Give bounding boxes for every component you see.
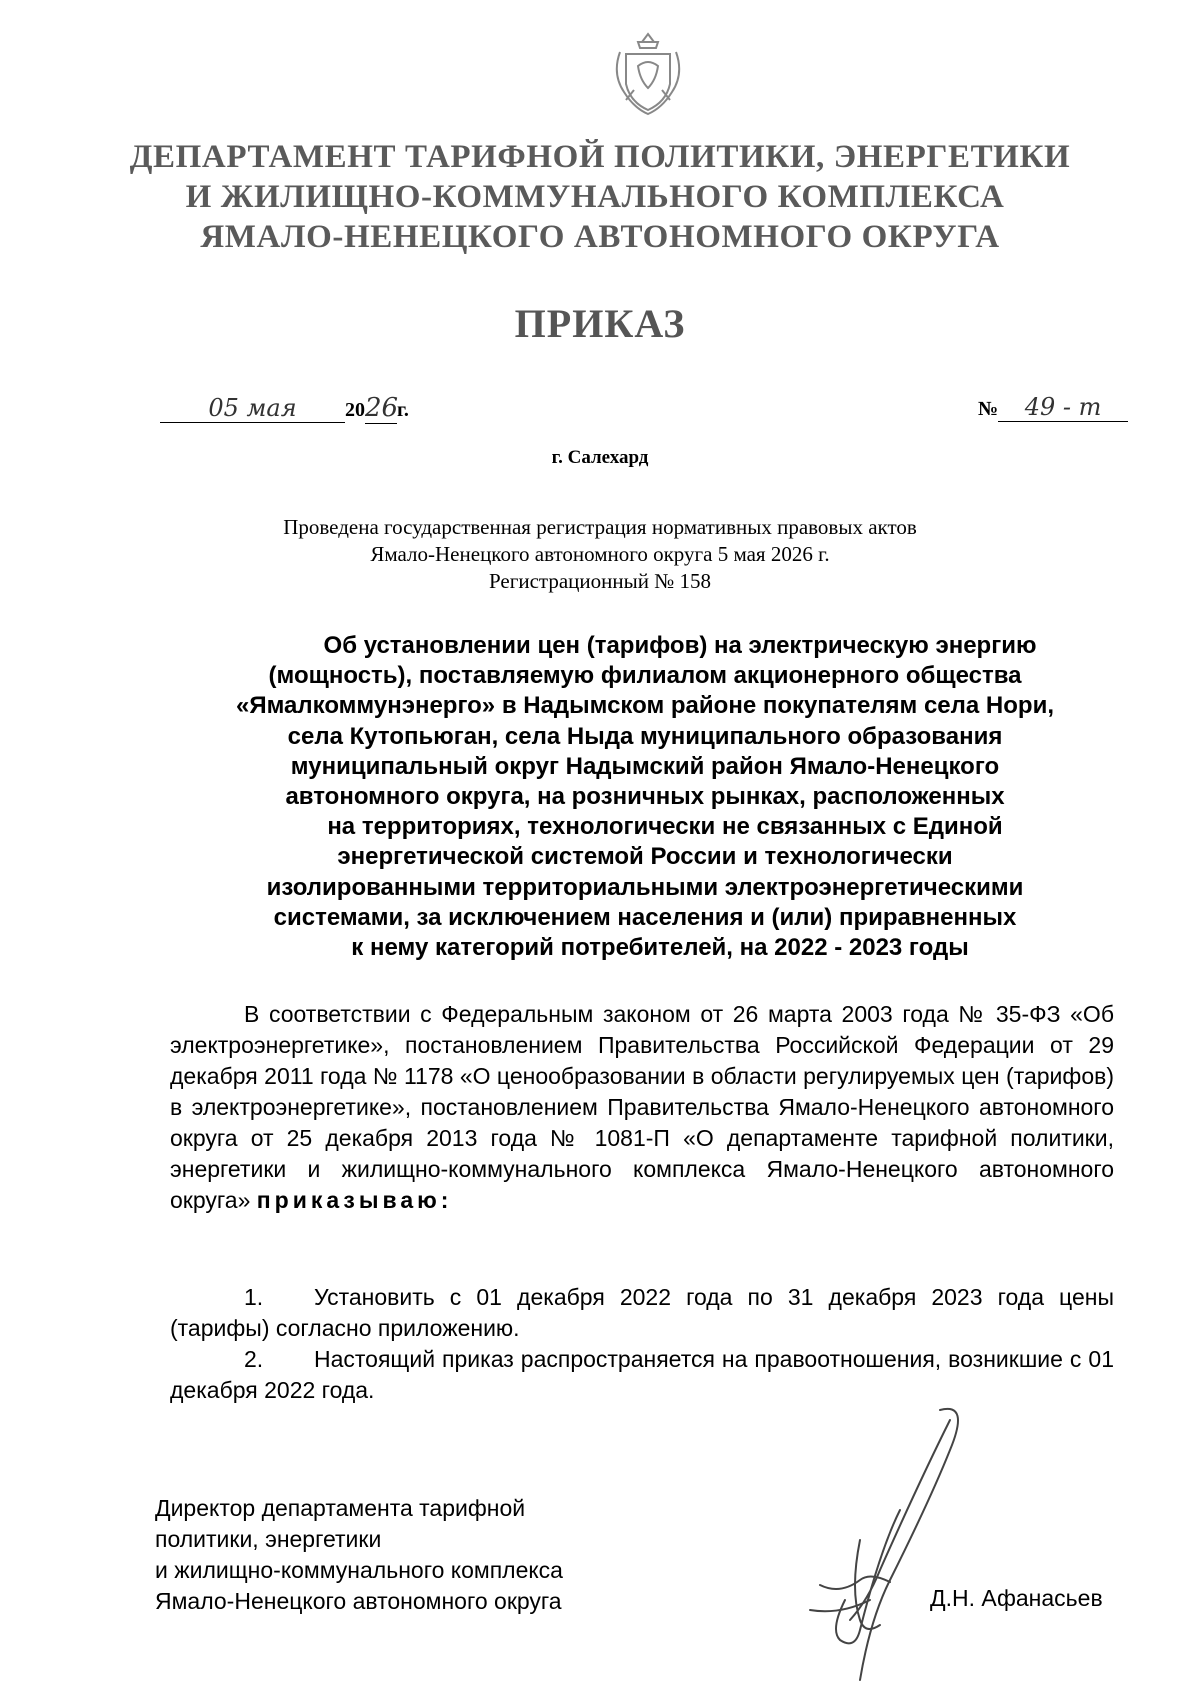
subject-line: изолированными территориальными электроэнергетическими	[266, 873, 1024, 901]
subject-line: села Кутопьюган, села Ныда муниципального образования	[287, 722, 1003, 750]
position-line: политики, энергетики	[155, 1526, 382, 1552]
dept-line-1: ДЕПАРТАМЕНТ ТАРИФНОЙ ПОЛИТИКИ, ЭНЕРГЕТИКИ	[129, 139, 1071, 175]
subject-line: на территориях, технологически не связанных с Единой	[327, 813, 1003, 841]
department-heading	[0, 137, 1200, 257]
subject-line: автономного округа, на розничных рынках, расположенных	[285, 783, 1005, 811]
document-title: ПРИКАЗ	[514, 301, 686, 346]
registration-line-1: Проведена государственная регистрация нормативных правовых актов	[283, 515, 917, 539]
subject-line: энергетической системой России и технологически	[337, 843, 953, 871]
number-line	[978, 393, 1128, 422]
signatory-position	[155, 1493, 715, 1617]
registration-line-2: Ямало-Ненецкого автономного округа 5 мая 2026 г.	[370, 542, 830, 566]
year-suffix: г.	[397, 399, 409, 421]
registration-line-3: Регистрационный № 158	[489, 569, 711, 593]
subject-line: муниципальный округ Надымский район Ямало-Ненецкого	[290, 752, 1000, 780]
preamble-text: В соответствии с Федеральным законом от 26 марта 2003 года № 35-ФЗ «Об электроэнергетике», постановлением Правительства Российской Федерации от 29 декабря 2011 года № 1178 «О ценообразовании в области регулируемых цен (тарифов) в электроэнергетике», постановлением Правительства Ямало-Ненецкого автономного округа от 25 декабря 2013 года № 1081-П «О департаменте тарифной политики, энергетики и жилищно-коммунального комплекса Ямало-Ненецкого автономного округа»	[170, 1001, 1114, 1213]
coat-of-arms-icon	[608, 30, 688, 122]
position-line: Директор департамента тарифной	[155, 1495, 526, 1521]
signatory-name: Д.Н. Афанасьев	[930, 1585, 1103, 1611]
order-word: приказываю:	[256, 1187, 453, 1213]
number-handwritten: 49 - т	[998, 393, 1128, 422]
number-label: №	[978, 398, 999, 420]
order-item-1	[170, 1282, 1114, 1344]
subject-line: (мощность), поставляемую филиалом акционерного общества	[268, 662, 1022, 690]
position-line: Ямало-Ненецкого автономного округа	[155, 1588, 562, 1614]
date-line	[160, 393, 409, 424]
item-text: Настоящий приказ распространяется на правоотношения, возникшие с 01 декабря 2022 года.	[170, 1346, 1114, 1403]
item-number: 1.	[244, 1284, 264, 1310]
year-handwritten: 26	[365, 393, 399, 423]
handwritten-signature-icon	[780, 1400, 1000, 1700]
position-line: и жилищно-коммунального комплекса	[155, 1557, 563, 1583]
order-item-2	[170, 1344, 1114, 1406]
dept-line-2: И ЖИЛИЩНО-КОММУНАЛЬНОГО КОМПЛЕКСА	[185, 179, 1005, 215]
subject-line: к нему категорий потребителей, на 2022 - 2023 годы	[351, 934, 969, 962]
dept-line-3: ЯМАЛО-НЕНЕЦКОГО АВТОНОМНОГО ОКРУГА	[200, 219, 1000, 255]
registration-note	[0, 514, 1200, 595]
item-number: 2.	[244, 1346, 264, 1372]
subject-line: «Ямалкоммунэнерго» в Надымском районе покупателям села Нори,	[236, 692, 1054, 720]
subject-line: Об установлении цен (тарифов) на электрическую энергию	[323, 632, 1037, 659]
subject-line: системами, за исключением населения и (или) приравненных	[273, 903, 1017, 931]
order-subject	[170, 631, 1120, 963]
item-text: Установить с 01 декабря 2022 года по 31 декабря 2023 года цены (тарифы) согласно приложению.	[170, 1284, 1114, 1341]
year-prefix: 20	[345, 399, 365, 421]
preamble-paragraph	[170, 999, 1114, 1216]
city: г. Салехард	[551, 447, 649, 468]
date-handwritten: 05 мая	[160, 394, 345, 423]
